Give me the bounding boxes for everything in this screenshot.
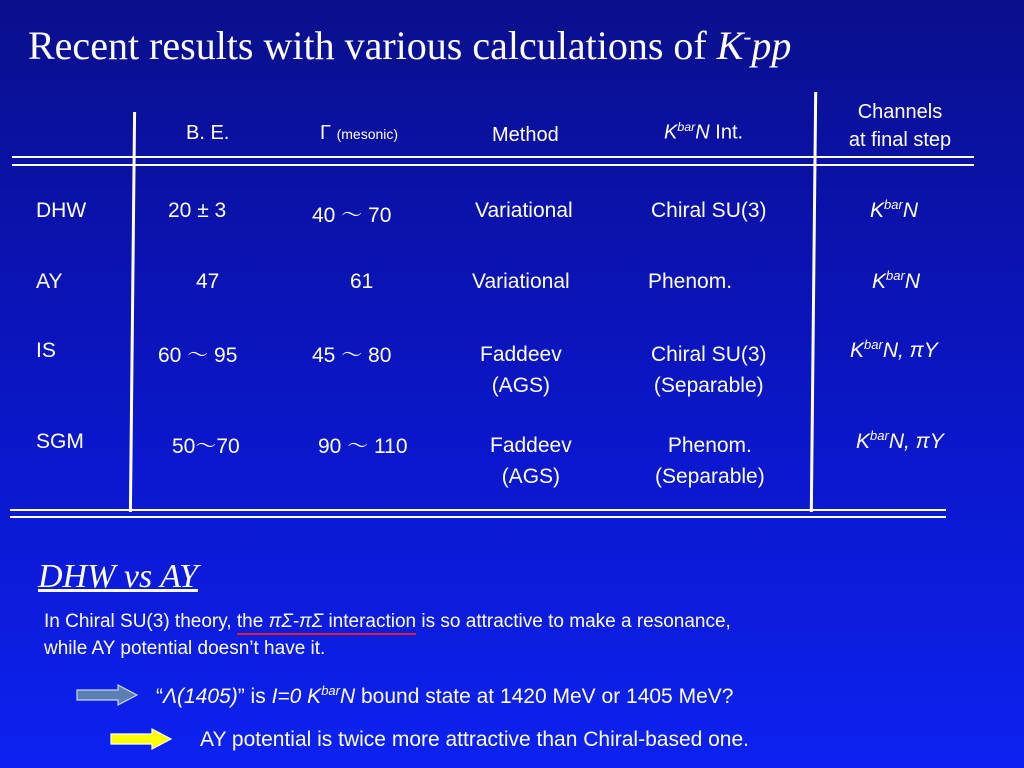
point-2: AY potential is twice more attractive than Chiral-based one. (200, 728, 750, 751)
method-is: Faddeev (AGS) (480, 343, 562, 397)
int-dhw: Chiral SU(3) (651, 199, 767, 222)
note-line-2: while AY potential doesn’t have it. (44, 638, 326, 659)
arrow-right-icon-svg (76, 684, 138, 706)
table-left-divider (129, 112, 136, 512)
method-ay: Variational (472, 270, 570, 293)
table-bottom-rule-1 (10, 509, 946, 511)
underlined-phrase: the πΣ-πΣ interaction (237, 611, 416, 635)
table-top-rule-2 (12, 164, 974, 166)
note-line-1: In Chiral SU(3) theory, the πΣ-πΣ interaction is so attractive to make a resonance, (44, 611, 731, 633)
page-title: Recent results with various calculations of K-pp (28, 23, 792, 68)
table-bottom-rule-2 (10, 516, 946, 518)
row-name-dhw: DHW (36, 199, 87, 222)
row-name-ay: AY (36, 270, 63, 293)
table-right-divider (810, 92, 817, 512)
header-be: B. E. (186, 122, 230, 144)
method-sgm: Faddeev (AGS) (490, 434, 572, 488)
channel-ay: $K^{bar}N$ (872, 268, 920, 293)
header-gamma: Γ (mesonic) (320, 122, 399, 144)
int-sgm: Phenom. (Separable) (655, 434, 765, 488)
method-dhw: Variational (475, 199, 573, 222)
gamma-is: 45 ～ 80 (312, 344, 392, 367)
int-is: Chiral SU(3) (Separable) (651, 343, 767, 397)
table-top-rule-1 (12, 156, 974, 158)
header-interaction: $K^{bar}N$ Int. (664, 120, 744, 144)
arrow-right-icon (76, 684, 138, 711)
be-dhw: 20 ± 3 (168, 199, 227, 222)
be-ay: 47 (196, 270, 220, 293)
arrow-right-icon (110, 728, 172, 755)
be-sgm: 50～70 (172, 435, 240, 458)
row-name-sgm: SGM (36, 430, 84, 453)
channel-dhw: $K^{bar}N$ (870, 197, 918, 222)
gamma-dhw: 40 ～ 70 (312, 204, 392, 227)
point-1: “Λ(1405)” is I=0 $K^{bar}N$ bound state at 1420 MeV or 1405 MeV? (156, 683, 734, 708)
gamma-sgm: 90 ～ 110 (318, 435, 408, 458)
channel-is: $K^{bar}N$, πY (850, 337, 938, 362)
section-heading: DHW vs AY (38, 558, 198, 595)
gamma-ay: 61 (350, 270, 374, 293)
row-name-is: IS (36, 339, 56, 362)
header-channels: Channels at final step (848, 101, 952, 151)
int-ay: Phenom. (648, 270, 733, 293)
header-method: Method (492, 124, 559, 146)
be-is: 60 ～ 95 (158, 344, 238, 367)
channel-sgm: $K^{bar}N$, πY (856, 428, 944, 453)
arrow-right-yellow-icon-svg (110, 728, 172, 750)
